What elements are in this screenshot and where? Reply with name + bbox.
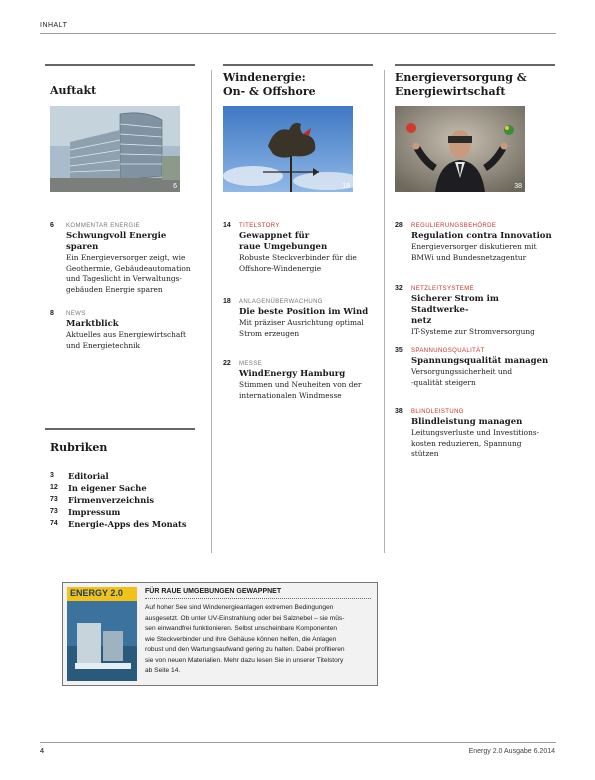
rubriken-item[interactable]: 73 Impressum [50,507,121,517]
entry-description: IT-Systeme zur Stromversorgung [411,327,535,336]
entry-kicker: SPANNUNGSQUALITÄT [411,348,485,354]
column-title-windenergie: Windenergie: On- & Offshore [223,71,316,98]
image-page-number: 38 [514,183,522,190]
entry-description: Versorgungssicherheit und -qualität steigern [411,367,513,387]
entry-page-number: 6 [50,222,54,229]
toc-entry[interactable] [395,347,556,388]
rubriken-item[interactable]: 3 Editorial [50,471,109,481]
image-page-number: 6 [173,183,177,190]
weathervane-image [223,106,353,192]
entry-page-number: 28 [395,222,403,229]
entry-title: WindEnergy Hamburg [239,369,346,379]
toc-entry[interactable] [223,222,379,274]
entry-description: Aktuelles aus Energiewirtschaft und Energietechnik [66,330,186,350]
rubriken-item[interactable]: 12 In eigener Sache [50,483,147,493]
juggler-image [395,106,525,192]
entry-kicker: MESSE [239,361,263,367]
entry-page-number: 38 [395,408,403,415]
toc-entry[interactable] [223,298,379,339]
footer-rule [40,742,556,743]
entry-kicker: BLINDLEISTUNG [411,409,464,415]
entry-kicker: NEWS [66,311,86,317]
entry-description: Leitungsverluste und Investitions- kosten reduzieren, Spannung stützen [411,428,540,458]
magazine-logo: ENERGY 2.0 [70,588,123,598]
entry-page-number: 18 [223,298,231,305]
entry-description: Stimmen und Neuheiten von der internationalen Windmesse [239,380,362,400]
entry-page-number: 8 [50,310,54,317]
entry-page-number: 35 [395,347,403,354]
entry-kicker: KOMMENTAR ENERGIE [66,223,141,229]
entry-description: Robuste Steckverbinder für die Offshore-Windenergie [239,253,357,273]
column-divider-right [384,70,385,553]
entry-title: Sicherer Strom im Stadtwerke- netz [411,294,499,326]
magazine-cover-image [67,587,137,681]
cover-story-box[interactable] [62,582,378,686]
column-title-auftakt: Auftakt [50,84,97,97]
rubriken-rule [45,428,195,430]
entry-title: Gewappnet für raue Umgebungen [239,231,328,252]
rubriken-title: Rubriken [50,441,108,454]
section-label: INHALT [40,22,68,29]
entry-title: Die beste Position im Wind [239,307,369,317]
entry-kicker: REGULIERUNGSBEHÖRDE [411,223,497,229]
cover-box-text: Auf hoher See sind Windenergieanlagen extremen Bedingungen ausgesetzt. Ob unter UV-Einstrahlung oder bei Salznebel – sie müs- sen einwandfrei funktionieren. Selbst unscheinbare Komponenten wie Steckverbinder und ihre Gehäuse können helfen, die Anlagen robust und den Wartungsaufwand gering zu halten. Dabei profitieren sie von neuen Materialien. Mehr dazu lesen Sie in unserer Titelstory ab Seite 14. [145,604,345,674]
header-rule [40,33,556,34]
footer-issue: Energy 2.0 Ausgabe 6.2014 [468,748,555,755]
entry-page-number: 32 [395,285,403,292]
entry-title: Spannungsqualität managen [411,356,549,366]
entry-kicker: NETZLEITSYSTEME [411,286,475,292]
column-title-energieversorgung: Energieversorgung & Energiewirtschaft [395,71,527,98]
toc-entry[interactable] [395,285,556,338]
entry-kicker: ANLAGENÜBERWACHUNG [239,299,323,305]
toc-entry[interactable] [395,408,556,460]
footer-page-number: 4 [40,748,44,755]
cover-box-title: FÜR RAUE UMGEBUNGEN GEWAPPNET [145,588,282,595]
entry-description: Energieversorger diskutieren mit BMWi und Bundesnetzagentur [411,242,537,262]
column-divider-left [211,70,212,553]
rubriken-item[interactable]: 74 Energie-Apps des Monats [50,519,187,529]
cover-box-rule [145,598,371,599]
toc-entry[interactable] [50,310,196,351]
right-column-rule [395,64,555,66]
rubriken-list [50,470,187,530]
image-page-number: 18 [342,183,350,190]
toc-entry[interactable] [395,222,556,263]
entry-title: Blindleistung managen [411,417,523,427]
entry-page-number: 22 [223,360,231,367]
entry-description: Ein Energieversorger zeigt, wie Geothermie, Gebäudeautomation und Tageslicht in Verwaltungs- gebäuden Energie sparen [66,253,191,294]
toc-entry[interactable] [223,360,379,401]
toc-entry[interactable] [50,222,196,295]
entry-page-number: 14 [223,222,231,229]
middle-column-rule [223,64,373,66]
entry-kicker: TITELSTORY [239,223,280,229]
entry-title: Marktblick [66,319,119,329]
rubriken-item[interactable]: 73 Firmenverzeichnis [50,495,155,505]
entry-title: Regulation contra Innovation [411,231,552,241]
building-image [50,106,180,192]
entry-description: Mit präziser Ausrichtung optimal Strom erzeugen [239,318,364,338]
left-column-rule [45,64,195,66]
entry-title: Schwungvoll Energie sparen [66,231,167,252]
